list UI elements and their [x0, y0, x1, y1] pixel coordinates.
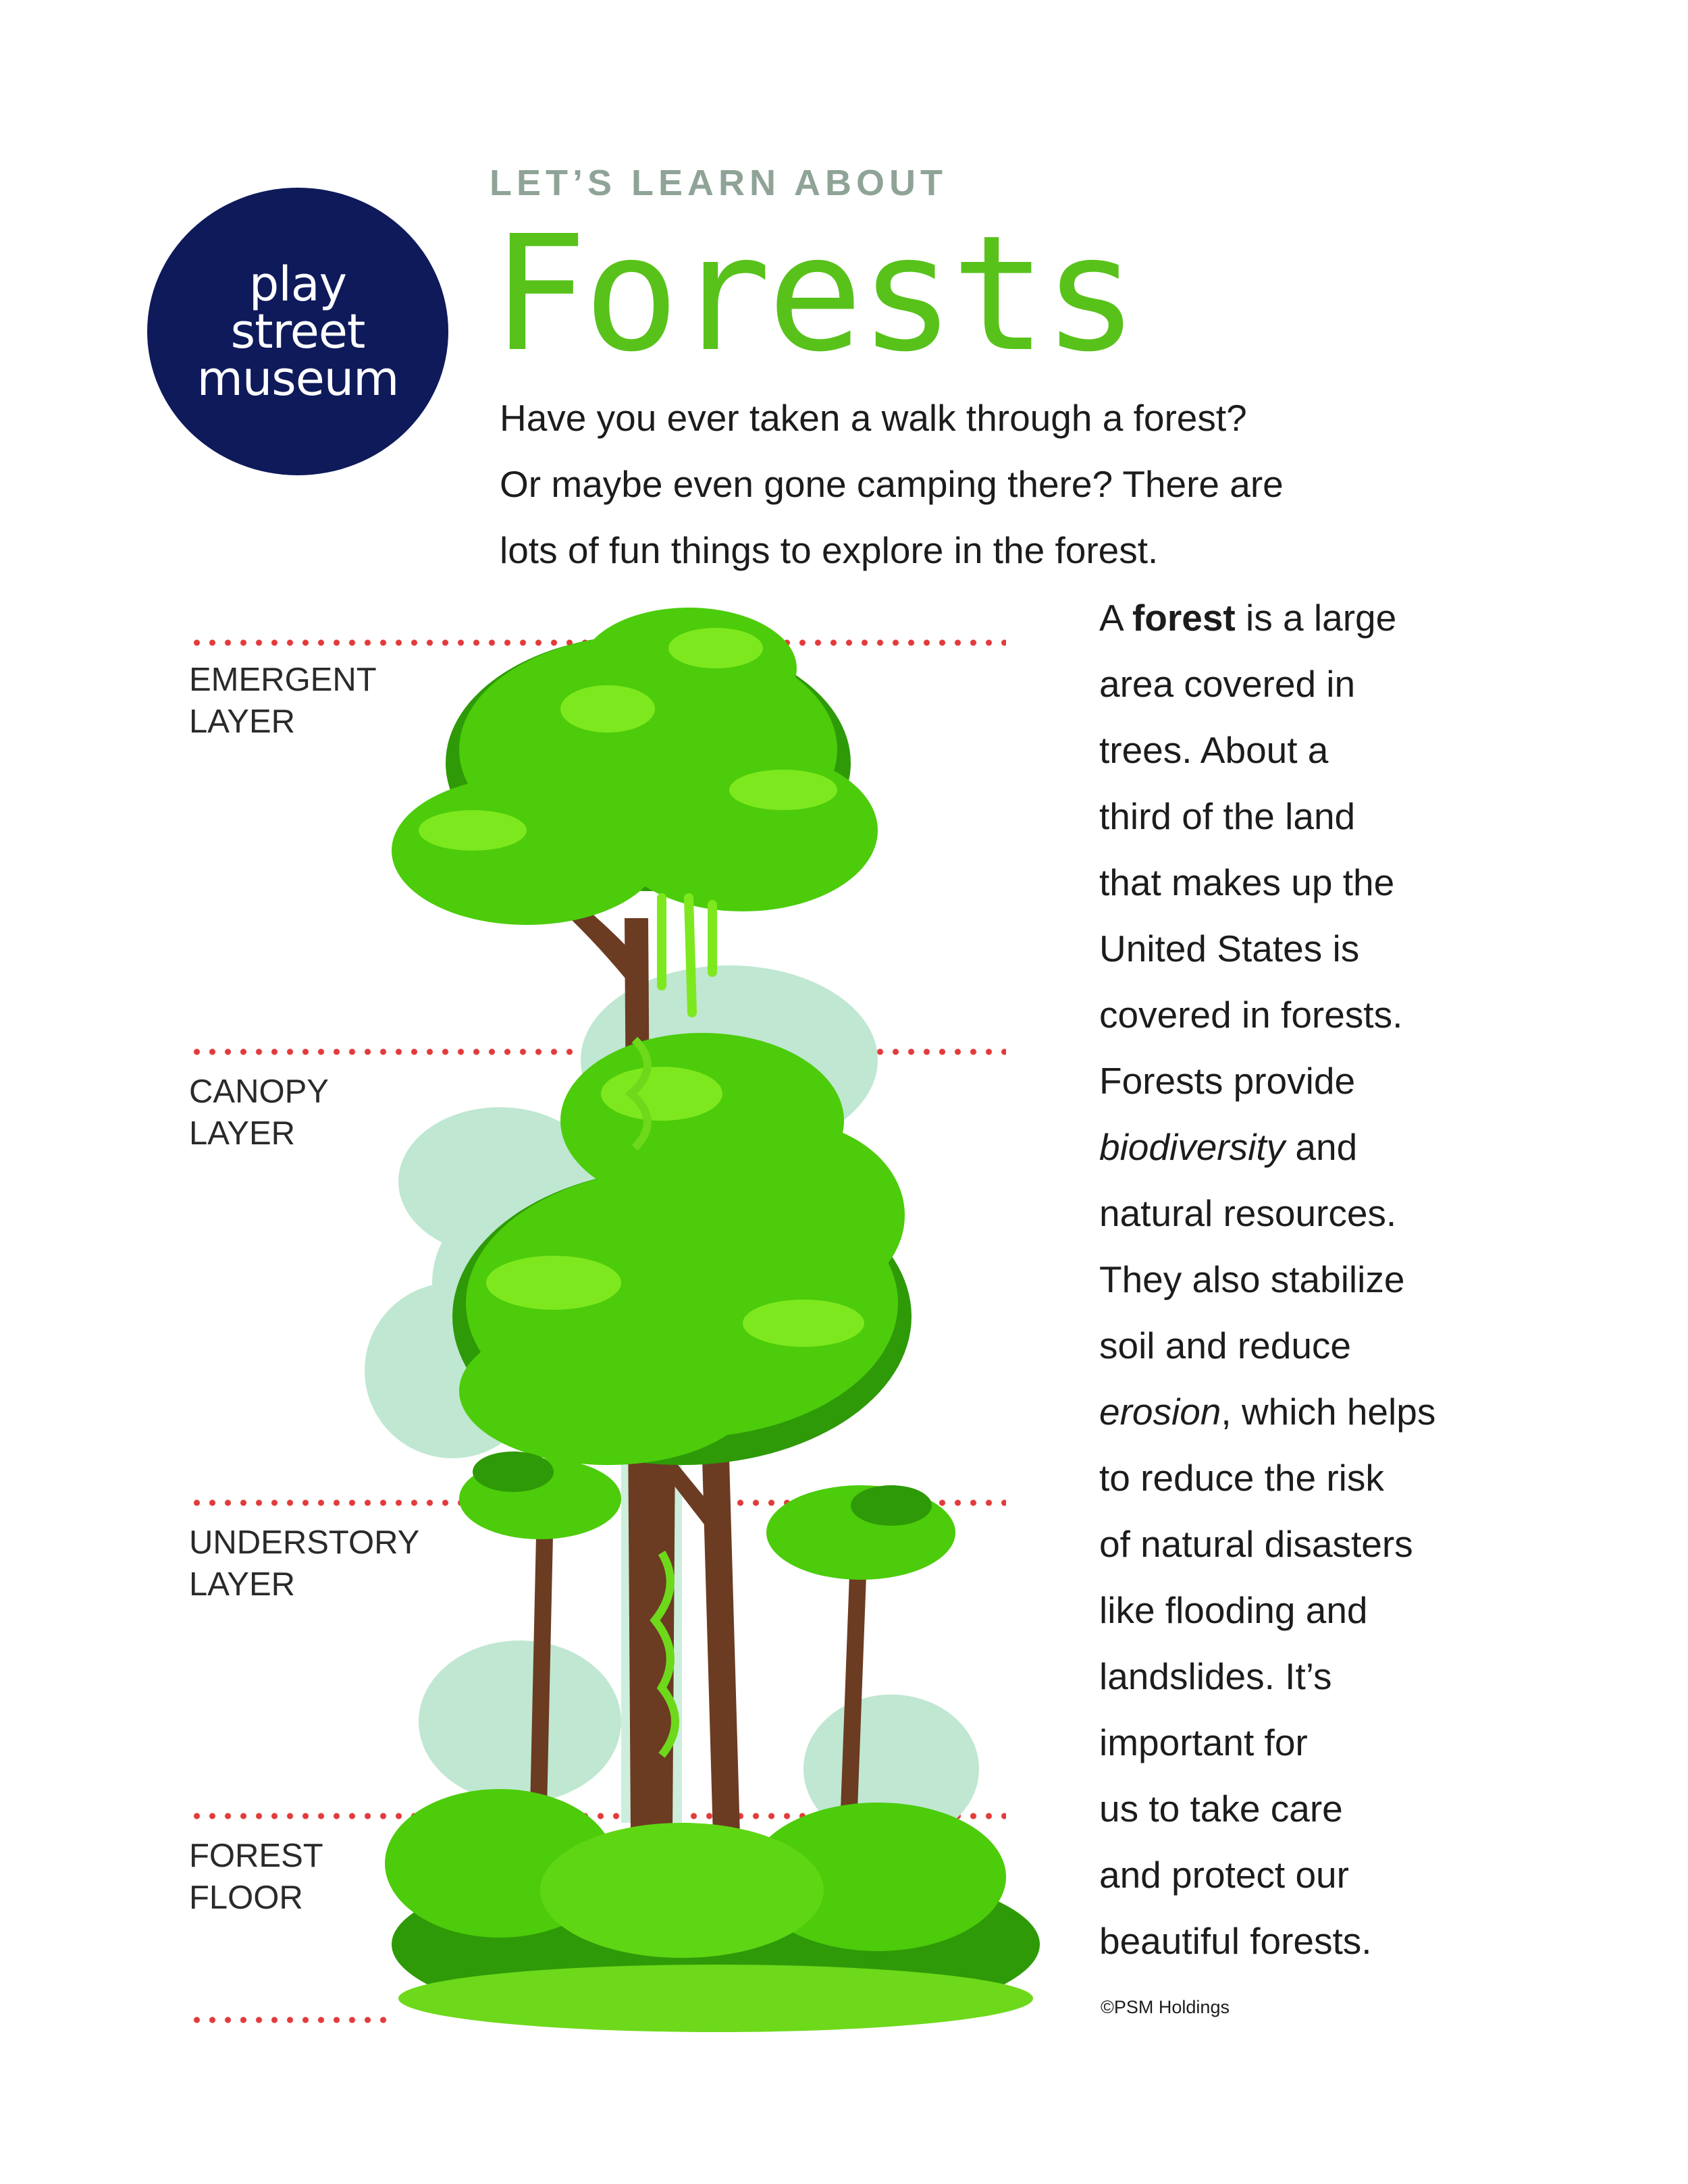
body-line: beautiful forests.: [1099, 1920, 1372, 1962]
body-line: [1099, 1114, 1639, 1180]
layer-label-line: LAYER: [189, 1566, 296, 1603]
forest-floor-bushes: [385, 1789, 1040, 2032]
kicker-heading: LET’S LEARN ABOUT: [490, 163, 947, 203]
layer-label-line: LAYER: [189, 703, 296, 740]
body-line: They also stabilize: [1099, 1258, 1405, 1300]
logo-badge: [147, 188, 448, 475]
body-line: important for: [1099, 1722, 1308, 1763]
body-line: natural resources.: [1099, 1192, 1397, 1234]
layer-label-line: FLOOR: [189, 1880, 303, 1916]
layer-label-line: CANOPY: [189, 1073, 329, 1110]
body-text: and: [1285, 1126, 1358, 1168]
layer-label-line: FOREST: [189, 1838, 323, 1874]
body-line: [1099, 585, 1639, 651]
body-line: us to take care: [1099, 1788, 1343, 1830]
body-line: landslides. It’s: [1099, 1655, 1332, 1697]
term-biodiversity: biodiversity: [1099, 1126, 1286, 1168]
term-erosion: erosion: [1099, 1391, 1221, 1433]
forest-layers-illustration: [365, 608, 1074, 2039]
body-line: and protect our: [1099, 1854, 1349, 1896]
layer-label-line: LAYER: [189, 1115, 296, 1152]
body-line: trees. About a: [1099, 729, 1329, 771]
intro-line: Have you ever taken a walk through a forest?: [500, 397, 1247, 439]
body-line: United States is: [1099, 928, 1360, 969]
intro-paragraph: [500, 385, 1479, 583]
body-line: to reduce the risk: [1099, 1457, 1384, 1499]
term-forest: forest: [1132, 597, 1236, 639]
layer-label-line: EMERGENT: [189, 662, 377, 698]
body-paragraph: [1099, 585, 1639, 1974]
body-line: area covered in: [1099, 663, 1356, 705]
page-title: Forests: [492, 201, 1135, 387]
body-text: , which helps: [1221, 1391, 1436, 1433]
ground-line: [189, 2017, 392, 2023]
label-emergent-layer: [189, 659, 377, 743]
logo-line-museum: museum: [196, 351, 399, 406]
body-line: of natural disasters: [1099, 1523, 1413, 1565]
body-line: that makes up the: [1099, 861, 1395, 903]
intro-line: lots of fun things to explore in the forest.: [500, 529, 1159, 571]
body-line: like flooding and: [1099, 1589, 1368, 1631]
body-line: [1099, 1379, 1639, 1445]
logo-line-play: play: [248, 257, 347, 312]
body-text: A: [1099, 597, 1132, 639]
body-text: is a large: [1235, 597, 1397, 639]
layer-label-line: UNDERSTORY: [189, 1524, 420, 1561]
body-line: third of the land: [1099, 795, 1356, 837]
body-line: covered in forests.: [1099, 994, 1403, 1036]
logo-line-street: street: [230, 304, 365, 359]
label-canopy-layer: [189, 1071, 329, 1154]
body-line: soil and reduce: [1099, 1325, 1352, 1366]
emergent-crown: [392, 608, 878, 925]
body-line: Forests provide: [1099, 1060, 1356, 1102]
copyright-notice: ©PSM Holdings: [1101, 1997, 1230, 2017]
intro-line: Or maybe even gone camping there? There are: [500, 463, 1284, 505]
label-forest-floor: [189, 1835, 323, 1919]
